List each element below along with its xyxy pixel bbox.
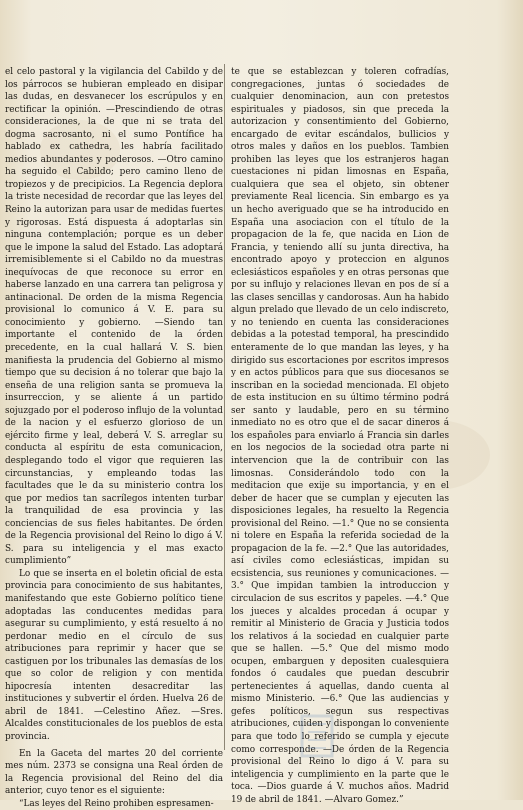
left-column: [5, 66, 223, 810]
right-column: [231, 66, 449, 806]
left-paragraph-3: En la Gaceta del martes 20 del corriente mes núm. 2373 se consigna una Real órden de la Regencia provisional del Reino del dia anterior, cuyo tenor es el siguiente:: [5, 748, 223, 797]
left-paragraph-1: el celo pastoral y la vigilancia del Cabildo y de los párrocos se hubieran empleado en disipar las dudas, en desvanecer los escrúpulos y en rectificar la opinión. —Prescindiendo de otras consideraciones, la de que ni se trata del dogma sacrosanto, ni el sumo Pontífice ha hablado ex cathedra, les habría facilitado medios abundantes y poderosos. —Otro camino ha seguido el Cabildo; pero camino lleno de tropiezos y de precipicios. La Regencia deplora la triste necesidad de recordar que las leyes del Reino la autorizan para usar de medidas fuertes y rigorosas. Está dispuesta á adoptarlas sin ninguna contemplación; porque es un deber que le impone la salud del Estado. Las adoptará irremisiblemente si el Cabildo no da muestras inequívocas de que reconoce su error en haberse lanzado en una carrera tan peligrosa y antinacional. De orden de la misma Regencia provisional lo comunico á V. E. para su conocimiento y gobierno. —Siendo tan importante el contenido de la órden precedente, en la cual hallará V. S. bien manifiesta la prudencia del Gobierno al mismo tiempo que su decision á no tolerar que bajo la enseña de una religion santa se promueva la insurreccion, y se aliente á un partido sojuzgado por el poderoso influjo de la voluntad de la nacion y el esfuerzo glorioso de un ejército firme y leal, deberá V. S. arreglar su conducta al espíritu de esta comunicacion, desplegando todo el vigor que requieren las circunstancias, y empleando todas las facultades que le da su ministerio contra los que por medios tan sacrílegos intenten turbar la tranquilidad de esa provincia y las conciencias de sus fieles habitantes. De órden de la Regencia provisional del Reino lo digo á V. S. para su inteligencia y el mas exacto cumplimiento”: [5, 67, 223, 567]
right-paragraph-1: te que se establezcan y toleren cofradías, congregaciones, juntas ó sociedades de cualquier denominacion, aun con pretestos espirituales y piadosos, sin que preceda la autorizacion y consentimiento del Gobierno, encargado de evitar escándalos, bullicios y otros males y daños en los pueblos. Tambien prohiben las leyes que los estranjeros hagan cuestaciones ni pidan limosnas en España, cualquiera que sea el objeto, sin obtener previamente Real licencia. Sin embargo es ya un hecho averiguado que se ha introducido en España una asociacion con el título de la propagacion de la fe, que nacida en Lion de Francia, y teniendo allí su junta directiva, ha encontrado apoyo y proteccion en algunos eclesiásticos españoles y en otras personas que por su influjo y relaciones llevan en pos de sí a las clases sencillas y candorosas. Aun ha habido algun prelado que llevado de un celo indiscreto, y no teniendo en cuenta las consideraciones debidas a la potestad temporal, ha prescindido enteramente de lo que mandan las leyes, y ha dirigido sus escortaciones por escritos impresos y en actos públicos para que sus diocesanos se inscriban en la sociedad mencionada. El objeto de esta institucion en su último término podrá ser santo y laudable, pero en su término inmediato no es otro que el de sacar dineros á los españoles para enviarlo á Francia sin darles en los negocios de la sociedad otra parte ni intervencion que la de contribuir con las limosnas. Considerándolo todo con la meditacion que exije su importancia, y en el deber de hacer que se cumplan y ejecuten las disposiciones legales, ha resuelto la Regencia provisional del Reino. —1.° Que no se consienta ni tolere en España la referida sociedad de la propagacion de la fe. —2.° Que las autoridades, así civiles como eclesiásticas, impidan su ecsistencia, sus reuniones y comunicaciones. —3.° Que impidan tambien la introduccion y circulacion de sus escritos y papeles. —4.° Que los jueces y alcaldes procedan á ocupar y remitir al Ministerio de Gracia y Justicia todos los relativos á la sociedad en cualquier parte que se hallen. —5.° Que del mismo modo ocupen, embarguen y depositen cualesquiera fondos ó caudales que puedan descubrir pertenecientes á aquellas, dando cuenta al mismo Ministerio. —6.° Que las audiencias y gefes políticos, segun sus respectivas atribuciones, cuiden y dispongan lo conveniente para que todo lo referido se cumpla y ejecute como corresponde. —De órden de la Regencia provisional del Reino lo digo á V. para su inteligencia y cumplimiento en la parte que le toca. —Dios guarde á V. muchos años. Madrid 19 de abril de 1841. —Alvaro Gomez.”: [231, 67, 449, 805]
left-paragraph-2: Lo que se inserta en el boletin oficial de esta provincia para conocimiento de sus habitantes, manifestando que este Gobierno político tiene adoptadas las conducentes medidas para asegurar su cumplimiento, y está resuelto á no perdonar medio en el círculo de sus atribuciones para reprimir y hacer que se castiguen por los tribunales las demasías de los que so color de religion y con mentida hipocresía intenten desacreditar las instituciones y subvertir el órden. Huelva 26 de abril de 1841. —Celestino Añez. —Sres. Alcaldes constitucionales de los pueblos de esta provincia.: [5, 568, 223, 742]
library-watermark-icon: [300, 712, 500, 760]
left-paragraph-4: “Las leyes del Reino prohiben espresamen-: [19, 798, 214, 809]
column-divider: [224, 64, 225, 750]
